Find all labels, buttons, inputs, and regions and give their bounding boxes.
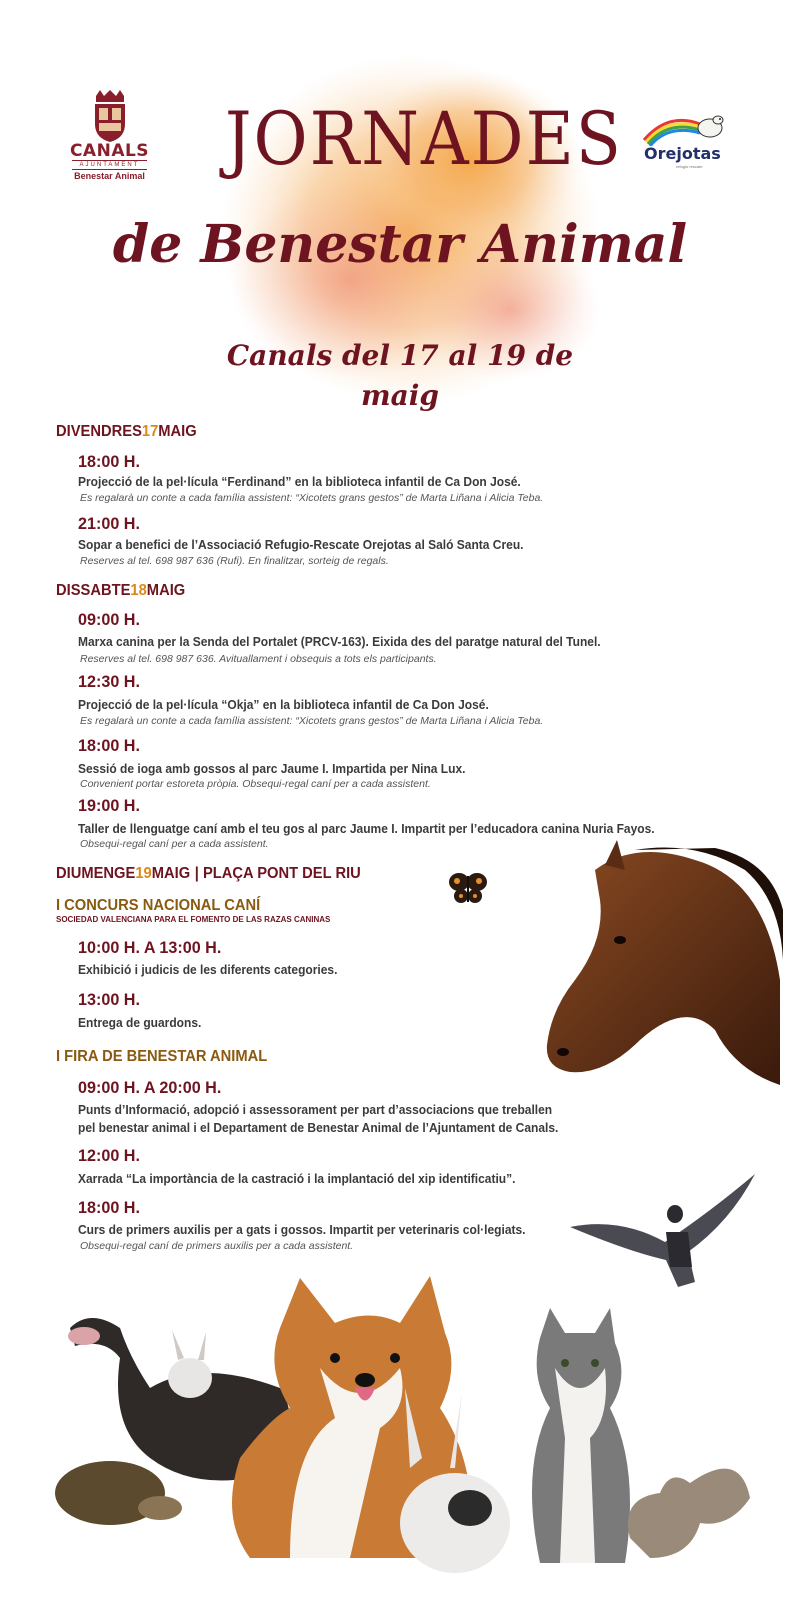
orejotas-logo bbox=[638, 110, 734, 172]
event-time: 09:00 H. A 20:00 H. bbox=[78, 1078, 222, 1097]
event-desc: Exhibició i judicis de les diferents categories. bbox=[78, 963, 338, 977]
logo-benestar-text: Benestar Animal bbox=[74, 171, 145, 181]
event-time: 18:00 H. bbox=[78, 452, 140, 471]
day-number: 19 bbox=[135, 865, 152, 882]
event-time: 19:00 H. bbox=[78, 796, 140, 815]
event-time: 12:30 H. bbox=[78, 672, 140, 691]
day-label: DIUMENGE bbox=[56, 865, 136, 882]
day-heading-saturday bbox=[56, 581, 185, 601]
logo-canals-text: CANALS bbox=[69, 141, 150, 161]
event-desc: Projecció de la pel·lícula “Okja” en la biblioteca infantil de Ca Don José. bbox=[78, 698, 489, 712]
event-note: Obsequi-regal caní per a cada assistent. bbox=[80, 838, 269, 850]
day-number: 17 bbox=[141, 423, 159, 440]
canals-logo bbox=[62, 90, 157, 200]
day-label: DISSABTE bbox=[56, 582, 131, 599]
event-time: 09:00 H. bbox=[78, 610, 140, 629]
crest-icon bbox=[90, 90, 130, 142]
day-month: MAIG bbox=[151, 865, 191, 882]
event-time: 18:00 H. bbox=[78, 736, 140, 755]
event-note: Es regalarà un conte a cada família assistent: “Xicotets grans gestos” de Marta Liñana i Alicia Teba. bbox=[80, 715, 544, 727]
event-desc: Curs de primers auxilis per a gats i gossos. Impartit per veterinaris col·legiats. bbox=[78, 1223, 526, 1237]
event-desc: Entrega de guardons. bbox=[78, 1016, 202, 1030]
butterfly-icon bbox=[448, 870, 488, 906]
event-desc: Taller de llenguatge caní amb el teu gos al parc Jaume I. Impartit per l’educadora canina Nuria Fayos. bbox=[78, 822, 655, 836]
event-time: 12:00 H. bbox=[78, 1146, 140, 1165]
day-number: 18 bbox=[130, 582, 147, 599]
event-time: 18:00 H. bbox=[78, 1198, 140, 1217]
section-title-fira: I FIRA DE BENESTAR ANIMAL bbox=[56, 1048, 268, 1065]
event-desc: Xarrada “La importància de la castració i la implantació del xip identificatiu”. bbox=[78, 1172, 516, 1186]
event-desc: Marxa canina per la Senda del Portalet (PRCV-163). Eixida des del paratge natural del Tunel. bbox=[78, 635, 601, 649]
logo-ajuntament-text: AJUNTAMENT bbox=[72, 160, 147, 170]
logo-orejotas-tagline: refugio rescate bbox=[676, 164, 703, 169]
event-note: Es regalarà un conte a cada família assistent: “Xicotets grans gestos” de Marta Liñana i Alicia Teba. bbox=[80, 492, 544, 504]
page-subtitle: Canals del 17 al 19 de maig bbox=[226, 339, 574, 412]
event-note: Reserves al tel. 698 987 636 (Rufi). En finalitzar, sorteig de regals. bbox=[80, 555, 389, 567]
event-desc: pel benestar animal i el Departament de Benestar Animal de l’Ajuntament de Canals. bbox=[78, 1121, 559, 1135]
day-month: MAIG bbox=[158, 423, 197, 440]
event-desc: Punts d’Informació, adopció i assessorament per part d’associacions que treballen bbox=[78, 1103, 553, 1117]
day-month: MAIG bbox=[146, 582, 186, 599]
small-rabbit-image bbox=[168, 1358, 212, 1398]
page-title-line2: de Benestar Animal bbox=[112, 214, 688, 275]
event-note: Obsequi-regal caní de primers auxilis per a cada assistent. bbox=[80, 1240, 354, 1252]
squirrel-image bbox=[628, 1469, 750, 1558]
animals-group-image bbox=[50, 1268, 750, 1598]
rainbow-dog-icon bbox=[638, 110, 734, 146]
event-desc: Sessió de ioga amb gossos al parc Jaume I. Impartida per Nina Lux. bbox=[78, 762, 466, 776]
day-heading-friday bbox=[56, 422, 197, 442]
event-note: Convenient portar estoreta pròpia. Obsequi-regal caní per a cada assistent. bbox=[80, 778, 431, 790]
event-desc: Sopar a benefici de l’Associació Refugio-Rescate Orejotas al Saló Santa Creu. bbox=[78, 538, 524, 552]
section-title-concurs: I CONCURS NACIONAL CANÍ bbox=[56, 897, 261, 914]
event-time: 10:00 H. A 13:00 H. bbox=[78, 938, 222, 957]
day-heading-sunday bbox=[56, 864, 361, 884]
event-time: 13:00 H. bbox=[78, 990, 140, 1009]
event-note: Reserves al tel. 698 987 636. Avituallament i obsequis a tots els participants. bbox=[80, 653, 437, 665]
logo-orejotas-text: Orejotas bbox=[644, 144, 721, 163]
page-title: JORNADES bbox=[225, 97, 623, 182]
day-label: DIVENDRES bbox=[56, 423, 142, 440]
event-time: 21:00 H. bbox=[78, 514, 140, 533]
horse-image bbox=[545, 840, 785, 1090]
section-subtitle-concurs: SOCIEDAD VALENCIANA PARA EL FOMENTO DE LAS RAZAS CANINAS bbox=[56, 915, 331, 924]
day-place: | PLAÇA PONT DEL RIU bbox=[194, 865, 361, 882]
event-desc: Projecció de la pel·lícula “Ferdinand” en la biblioteca infantil de Ca Don José. bbox=[78, 475, 521, 489]
